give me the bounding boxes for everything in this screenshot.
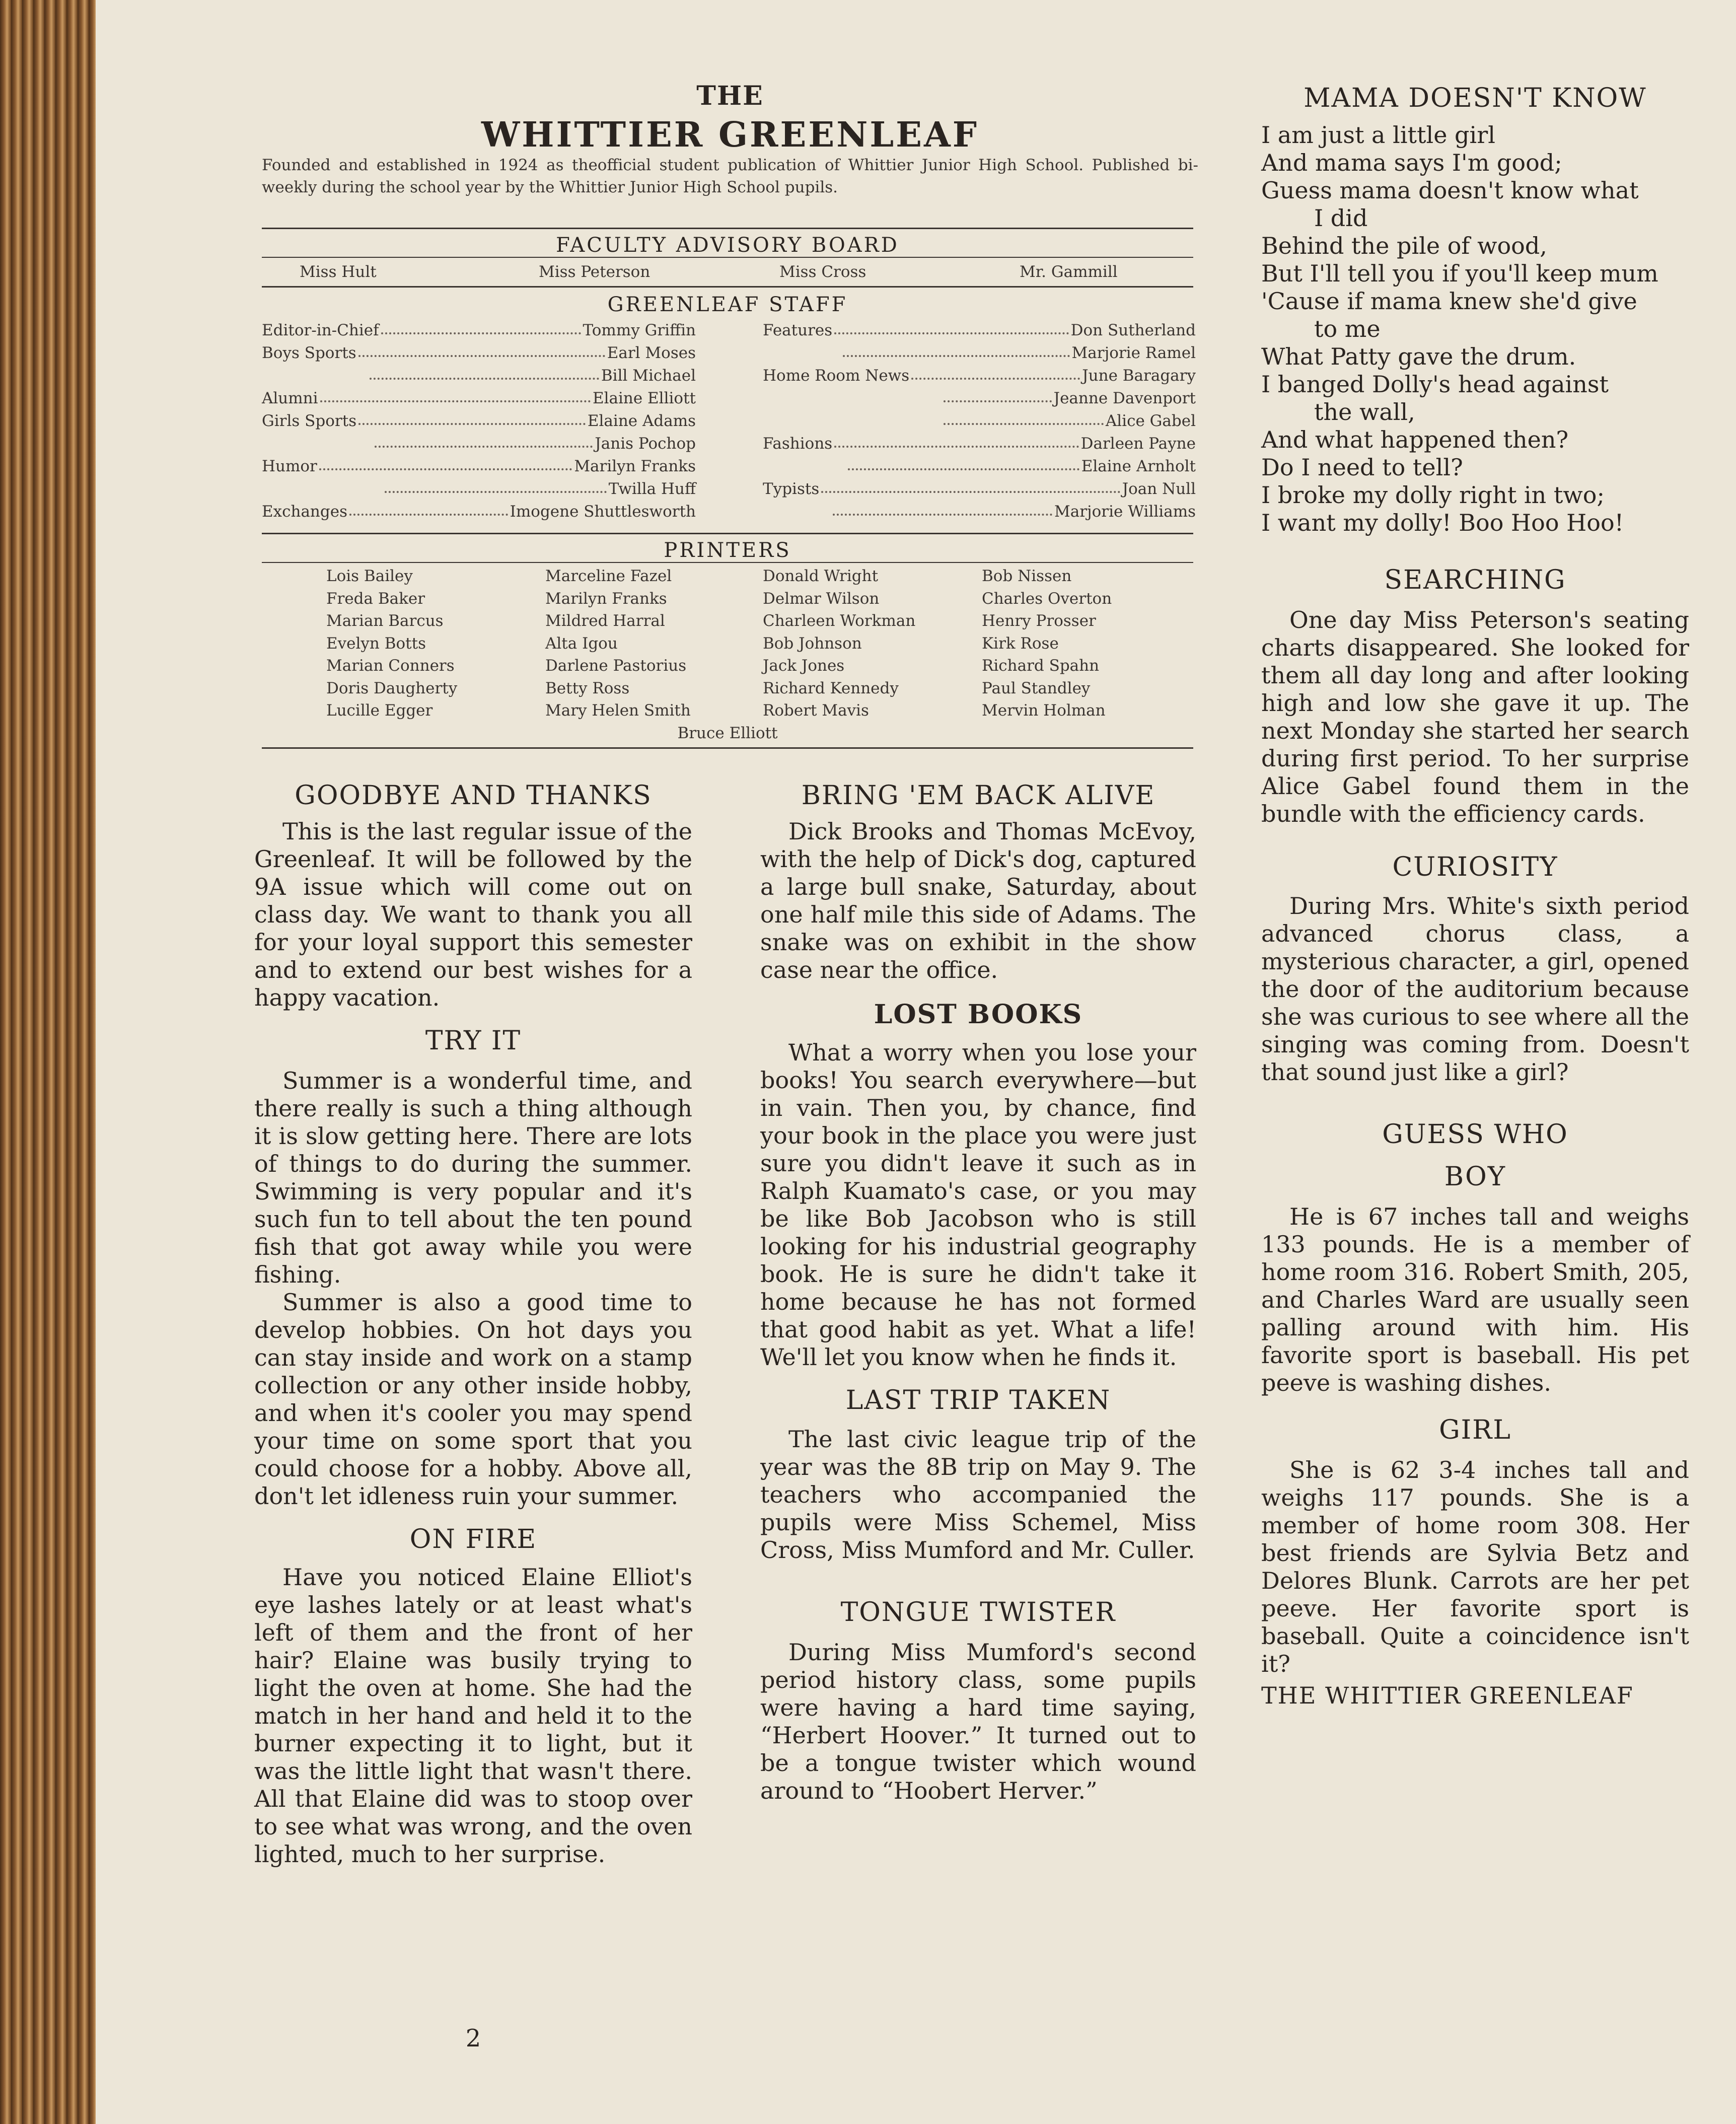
- printer-name: Mildred Harral: [545, 612, 665, 630]
- staff-name: Janis Pochop: [595, 435, 696, 453]
- dot-leader: [375, 446, 593, 448]
- poem-line: 'Cause if mama knew she'd give: [1261, 288, 1637, 315]
- article-text: Dick Brooks and Thomas McEvoy, with the help of Dick's dog, captured a large bull snake, Saturday, about one half mile this side of Adams. The snake was on exhibit in the show case near the office.: [760, 818, 1196, 983]
- staff-name: Bill Michael: [601, 367, 696, 385]
- article-heading: LOST BOOKS: [874, 999, 1083, 1030]
- article-text: During Miss Mumford's second period history class, some pupils were having a hard time saying, “Herbert Hoover.” It turned out to be a tongue twister which wound around to “Hoobert Herver.”: [760, 1639, 1196, 1804]
- poem-line: Do I need to tell?: [1261, 454, 1463, 481]
- printer-name: Marceline Fazel: [545, 567, 672, 585]
- divider: [262, 562, 1193, 563]
- article-text: This is the last regular issue of the Greenleaf. It will be followed by the 9A issue which will come out on class day. We want to thank you all for your loyal support this semester and to extend our best wishes for a happy vacation.: [254, 818, 692, 1011]
- masthead-the: THE: [696, 81, 764, 111]
- article-heading: TONGUE TWISTER: [840, 1597, 1116, 1627]
- printer-name: Henry Prosser: [982, 612, 1096, 630]
- printers-column-1: [326, 565, 457, 722]
- staff-name: Joan Null: [1122, 480, 1196, 498]
- dot-leader: [944, 423, 1104, 425]
- staff-name: June Baragary: [1082, 367, 1196, 385]
- staff-row: [942, 412, 1196, 430]
- poem-line: I want my dolly! Boo Hoo Hoo!: [1261, 509, 1624, 536]
- page-number: 2: [465, 2024, 481, 2052]
- printer-name: Richard Kennedy: [763, 679, 899, 697]
- dot-leader: [320, 400, 591, 402]
- dot-leader: [834, 332, 1069, 334]
- staff-row: [262, 412, 696, 430]
- staff-name: Tommy Griffin: [583, 321, 696, 339]
- staff-row: [262, 457, 696, 475]
- staff-row: [368, 367, 696, 385]
- staff-role: Features: [763, 321, 833, 339]
- column-3: [1261, 83, 1689, 1710]
- staff-row: [262, 503, 696, 521]
- divider: [262, 257, 1193, 258]
- printer-name: Kirk Rose: [982, 634, 1059, 653]
- poem: [1261, 121, 1689, 537]
- poem-line: And what happened then?: [1261, 426, 1569, 453]
- dot-leader: [358, 423, 586, 425]
- printer-name: Mervin Holman: [982, 701, 1106, 720]
- staff-name: Marilyn Franks: [574, 457, 696, 475]
- printer-name: Alta Igou: [545, 634, 618, 653]
- staff-row: [262, 321, 696, 339]
- printers-column-3: [763, 565, 915, 722]
- article-text: One day Miss Peterson's seating charts disappeared. She looked for them all day long and after looking high and low she gave it up. The next Monday she started her search during first period. To her surprise Alice Gabel found them in the bundle with the efficiency cards.: [1261, 606, 1689, 827]
- staff-role: Exchanges: [262, 503, 347, 521]
- divider: [262, 533, 1193, 534]
- printer-name: Paul Standley: [982, 679, 1091, 697]
- staff-row: [763, 435, 1196, 453]
- staff-name: Twilla Huff: [608, 480, 696, 498]
- staff-row: [383, 480, 696, 498]
- advisory-member: Miss Peterson: [539, 263, 650, 281]
- staff-name: Elaine Adams: [587, 412, 696, 430]
- staff-role: Boys Sports: [262, 344, 356, 362]
- article-heading: BRING 'EM BACK ALIVE: [801, 781, 1155, 811]
- poem-line: the wall,: [1314, 398, 1415, 426]
- printer-name: Doris Daugherty: [326, 679, 458, 697]
- article-heading: LAST TRIP TAKEN: [845, 1385, 1111, 1415]
- printer-name: Charles Overton: [982, 589, 1112, 608]
- article-text: During Mrs. White's sixth period advanced chorus class, a mysterious character, a girl, opened the door of the auditorium because she was curious to see where all the singing was coming from. Doesn't that sound just like a girl?: [1261, 892, 1689, 1086]
- masthead-title: WHITTIER GREENLEAF: [481, 115, 979, 155]
- article-text: He is 67 inches tall and weighs 133 pounds. He is a member of home room 316. Robert Smith, 205, and Charles Ward are usually seen palling around with him. His favorite sport is baseball. His pet peeve is washing dishes.: [1261, 1203, 1689, 1396]
- staff-row: [841, 344, 1196, 362]
- staff-role: Humor: [262, 457, 317, 475]
- printers-column-4: [982, 565, 1112, 722]
- poem-line: What Patty gave the drum.: [1261, 343, 1576, 370]
- footer-title: THE WHITTIER GREENLEAF: [1261, 1682, 1634, 1709]
- dot-leader: [833, 514, 1052, 516]
- staff-row: [846, 457, 1196, 475]
- printers-title: PRINTERS: [664, 539, 791, 562]
- poem-line: to me: [1314, 315, 1381, 342]
- staff-name: Marjorie Williams: [1054, 503, 1196, 521]
- poem-line: I did: [1314, 204, 1368, 232]
- staff-name: Elaine Elliott: [592, 389, 696, 407]
- article-text: Have you noticed Elaine Elliot's eye lashes lately or at least what's left of them and the front of her hair? Elaine was busily trying to light the oven at home. She had the match in her hand and held it to the burner expecting it to light, but it was the little light that wasn't there. All that Elaine did was to stoop over to see what was wrong, and the oven lighted, much to her surprise.: [254, 1564, 692, 1868]
- dot-leader: [385, 491, 607, 493]
- printer-name: Robert Mavis: [763, 701, 869, 720]
- staff-row: [262, 344, 696, 362]
- staff-row: [763, 367, 1196, 385]
- printer-name: Bob Johnson: [763, 634, 862, 653]
- column-2: [760, 781, 1196, 1805]
- poem-line: Behind the pile of wood,: [1261, 232, 1547, 259]
- staff-name: Imogene Shuttlesworth: [510, 503, 696, 521]
- printer-name: Freda Baker: [326, 589, 425, 608]
- article-heading: ON FIRE: [409, 1524, 537, 1554]
- printer-name: Lucille Egger: [326, 701, 433, 720]
- printer-name: Richard Spahn: [982, 657, 1100, 675]
- column-1: [254, 781, 692, 1868]
- staff-name: Marjorie Ramel: [1071, 344, 1196, 362]
- printer-name: Mary Helen Smith: [545, 701, 691, 720]
- article-heading: SEARCHING: [1384, 565, 1566, 595]
- masthead-description: Founded and established in 1924 as theofficial student publication of Whittier Junior High School. Published bi-weekly during the school year by the Whittier Junior High School pupils.: [262, 156, 1198, 196]
- dot-leader: [821, 491, 1120, 493]
- article-subheading: BOY: [1444, 1162, 1506, 1192]
- staff-row: [763, 321, 1196, 339]
- staff-row: [373, 435, 696, 453]
- article-text: What a worry when you lose your books! You search everywhere—but in vain. Then you, by chance, find your book in the place you were just sure you didn't leave it such as in Ralph Kuamato's case, or you may be like Bob Jacobson who is still looking for his industrial geography book. He is sure he didn't take it home because he has not formed that good habit as yet. What a life! We'll let you know when he finds it.: [760, 1039, 1196, 1371]
- article-heading: GUESS WHO: [1382, 1119, 1568, 1150]
- staff-name: Alice Gabel: [1105, 412, 1196, 430]
- staff-name: Elaine Arnholt: [1081, 457, 1196, 475]
- staff-row: [942, 389, 1196, 407]
- dot-leader: [848, 468, 1079, 470]
- article-text: Summer is also a good time to develop hobbies. On hot days you can stay inside and work on a stamp collection or any other inside hobby, and when it's cooler you may spend your time on some sport that you could choose for a hobby. Above all, don't let idleness ruin your summer.: [254, 1289, 692, 1510]
- staff-row: [763, 480, 1196, 498]
- dot-leader: [358, 355, 605, 357]
- article-subheading: GIRL: [1439, 1415, 1511, 1445]
- printer-name: Delmar Wilson: [763, 589, 880, 608]
- dot-leader: [370, 378, 599, 380]
- staff-role: Girls Sports: [262, 412, 357, 430]
- staff-role: Fashions: [763, 435, 833, 453]
- article-heading: TRY IT: [425, 1026, 522, 1056]
- dot-leader: [381, 332, 581, 334]
- article-heading: GOODBYE AND THANKS: [295, 781, 652, 811]
- poem-line: I broke my dolly right in two;: [1261, 481, 1605, 509]
- poem-line: I am just a little girl: [1261, 121, 1495, 149]
- poem-line: And mama says I'm good;: [1261, 149, 1562, 176]
- poem-line: I banged Dolly's head against: [1261, 371, 1609, 398]
- staff-row: [262, 389, 696, 407]
- printer-name: Bruce Elliott: [677, 724, 778, 742]
- staff-role: Typists: [763, 480, 820, 498]
- printer-name: Jack Jones: [763, 657, 845, 675]
- staff-name: Jeanne Davenport: [1053, 389, 1196, 407]
- article-heading: CURIOSITY: [1392, 852, 1558, 882]
- staff-role: Alumni: [262, 389, 318, 407]
- dot-leader: [349, 514, 508, 516]
- divider: [262, 228, 1193, 229]
- dot-leader: [843, 355, 1070, 357]
- printer-name: Betty Ross: [545, 679, 630, 697]
- book-spine: [0, 0, 96, 2124]
- printer-name: Marilyn Franks: [545, 589, 667, 608]
- printer-name: Darlene Pastorius: [545, 657, 687, 675]
- printer-name: Charleen Workman: [763, 612, 916, 630]
- printer-name: Marian Barcus: [326, 612, 444, 630]
- staff-title: GREENLEAF STAFF: [607, 293, 848, 316]
- staff-role: Home Room News: [763, 367, 910, 385]
- printers-column-2: [545, 565, 691, 722]
- staff-role: Editor-in-Chief: [262, 321, 379, 339]
- printer-name: Marian Conners: [326, 657, 455, 675]
- staff-row: [831, 503, 1196, 521]
- printer-name: Evelyn Botts: [326, 634, 426, 653]
- printer-name: Donald Wright: [763, 567, 879, 585]
- article-text: She is 62 3-4 inches tall and weighs 117 pounds. She is a member of home room 308. Her best friends are Sylvia Betz and Delores Blunk. Carrots are her pet peeve. Her favorite sport is baseball. Quite a coincidence isn't it?: [1261, 1456, 1689, 1677]
- staff-name: Darleen Payne: [1080, 435, 1196, 453]
- poem-line: But I'll tell you if you'll keep mum: [1261, 260, 1658, 287]
- dot-leader: [944, 400, 1052, 402]
- dot-leader: [911, 378, 1080, 380]
- printer-name: Lois Bailey: [326, 567, 413, 585]
- divider: [262, 747, 1193, 749]
- advisory-member: Miss Hult: [300, 263, 377, 281]
- staff-name: Earl Moses: [607, 344, 696, 362]
- printer-name: Bob Nissen: [982, 567, 1072, 585]
- article-text: Summer is a wonderful time, and there really is such a thing although it is slow getting here. There are lots of things to do during the summer. Swimming is very popular and it's such fun to tell about the ten pound fish that got away while you were fishing.: [254, 1067, 692, 1288]
- poem-line: Guess mama doesn't know what: [1261, 177, 1639, 204]
- divider: [262, 286, 1193, 288]
- advisory-member: Mr. Gammill: [1020, 263, 1118, 281]
- staff-name: Don Sutherland: [1070, 321, 1196, 339]
- dot-leader: [834, 446, 1078, 448]
- dot-leader: [319, 468, 572, 470]
- advisory-title: FACULTY ADVISORY BOARD: [556, 234, 899, 257]
- poem-title: MAMA DOESN'T KNOW: [1304, 83, 1647, 113]
- article-text: The last civic league trip of the year was the 8B trip on May 9. The teachers who accompanied the pupils were Miss Schemel, Miss Cross, Miss Mumford and Mr. Culler.: [760, 1426, 1196, 1564]
- advisory-member: Miss Cross: [779, 263, 866, 281]
